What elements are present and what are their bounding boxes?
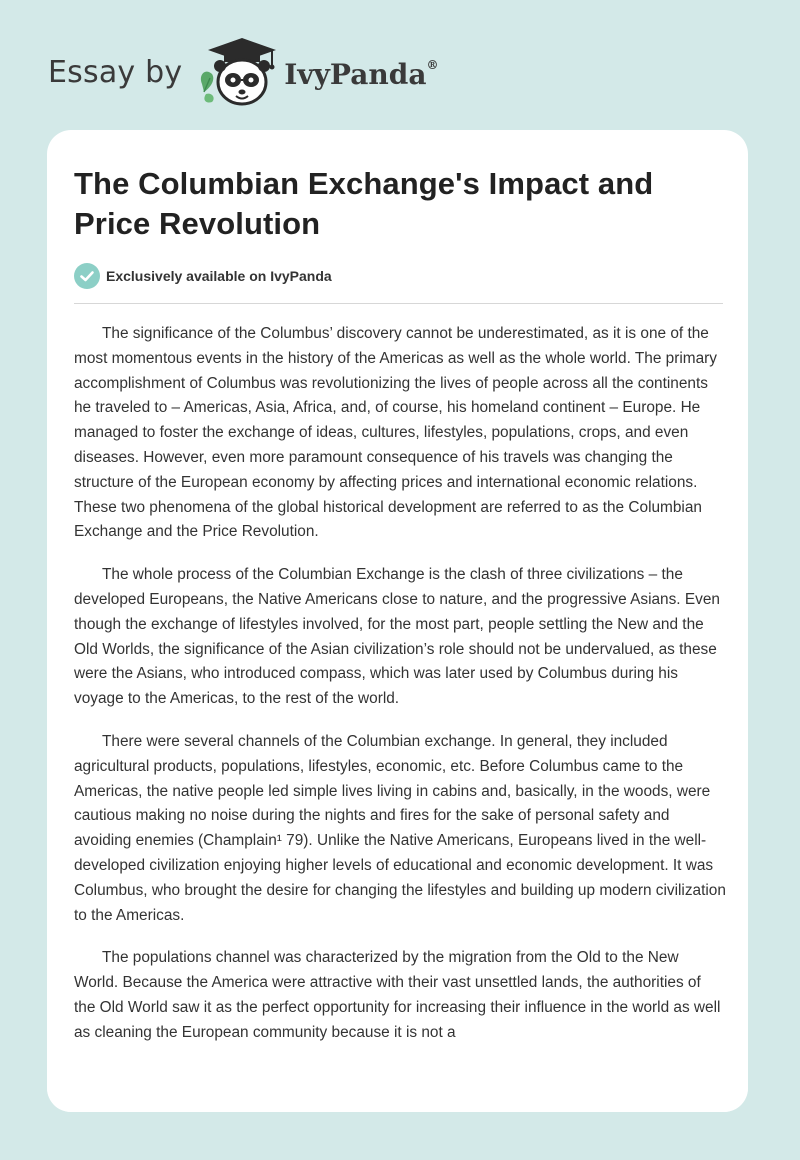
paragraph: The whole process of the Columbian Exchange is the clash of three civilizations – the developed Europeans, the Native Americans close to nature, and the progressive Asians. Even though the exchange of lifestyles involved, for the most part, people settling the New and the Old Worlds, the significance of the Asian civilization’s role should not be undervalued, as these were the Asians, who introduced compass, which was later used by Columbus during his voyage to the Americas, to the rest of the world. — [74, 566, 720, 708]
divider — [74, 303, 723, 304]
paragraph: The significance of the Columbus’ discovery cannot be underestimated, as it is one of the most momentous events in the history of the Americas as well as the whole world. The primary accomplishment of Columbus was revolutionizing the lives of people across all the continents he traveled to – Americas, Asia, Africa, and, of course, his homeland continent – Europe. He managed to foster the exchange of ideas, cultures, lifestyles, populations, crops, and even diseases. However, even more paramount consequence of his travels was changing the structure of the European economy by affecting prices and international economic relations. These two phenomena of the global historical development are referred to as the Columbian Exchange and the Price Revolution. — [74, 325, 717, 541]
essay-body — [74, 322, 726, 1064]
panda-graduate-icon — [196, 34, 280, 110]
text-fade — [47, 1052, 748, 1112]
exclusive-badge-label: Exclusively available on IvyPanda — [106, 268, 332, 284]
essay-card — [47, 130, 748, 1112]
paragraph: The populations channel was characterized by the migration from the Old to the New World. Because the America were attractive with their vast unsettled lands, the authorities of the Old World saw it as the perfect opportunity for increasing their influence in the world as well as cleaning the European community because it is not a — [74, 949, 721, 1041]
essay-title: The Columbian Exchange's Impact and Price Revolution — [74, 166, 654, 241]
brand-name: IvyPanda® — [284, 57, 439, 91]
site-header — [48, 34, 438, 110]
paragraph: There were several channels of the Columbian exchange. In general, they included agricultural products, populations, lifestyles, economic, etc. Before Columbus came to the Americas, the native people led simple lives living in cabins and, basically, in the woods, were cautious making no noise during the nights and fires for the sake of personal safety and avoiding enemies (Champlain¹ 79). Unlike the Native Americans, Europeans lived in the well-developed civilization enjoying higher levels of educational and economic development. It was Columbus, who brought the desire for changing the lifestyles and building up modern civilization to the Americas. — [74, 732, 726, 924]
exclusive-badge — [74, 263, 332, 289]
essay-by-label: Essay by — [48, 54, 183, 90]
check-circle-icon — [74, 263, 100, 289]
